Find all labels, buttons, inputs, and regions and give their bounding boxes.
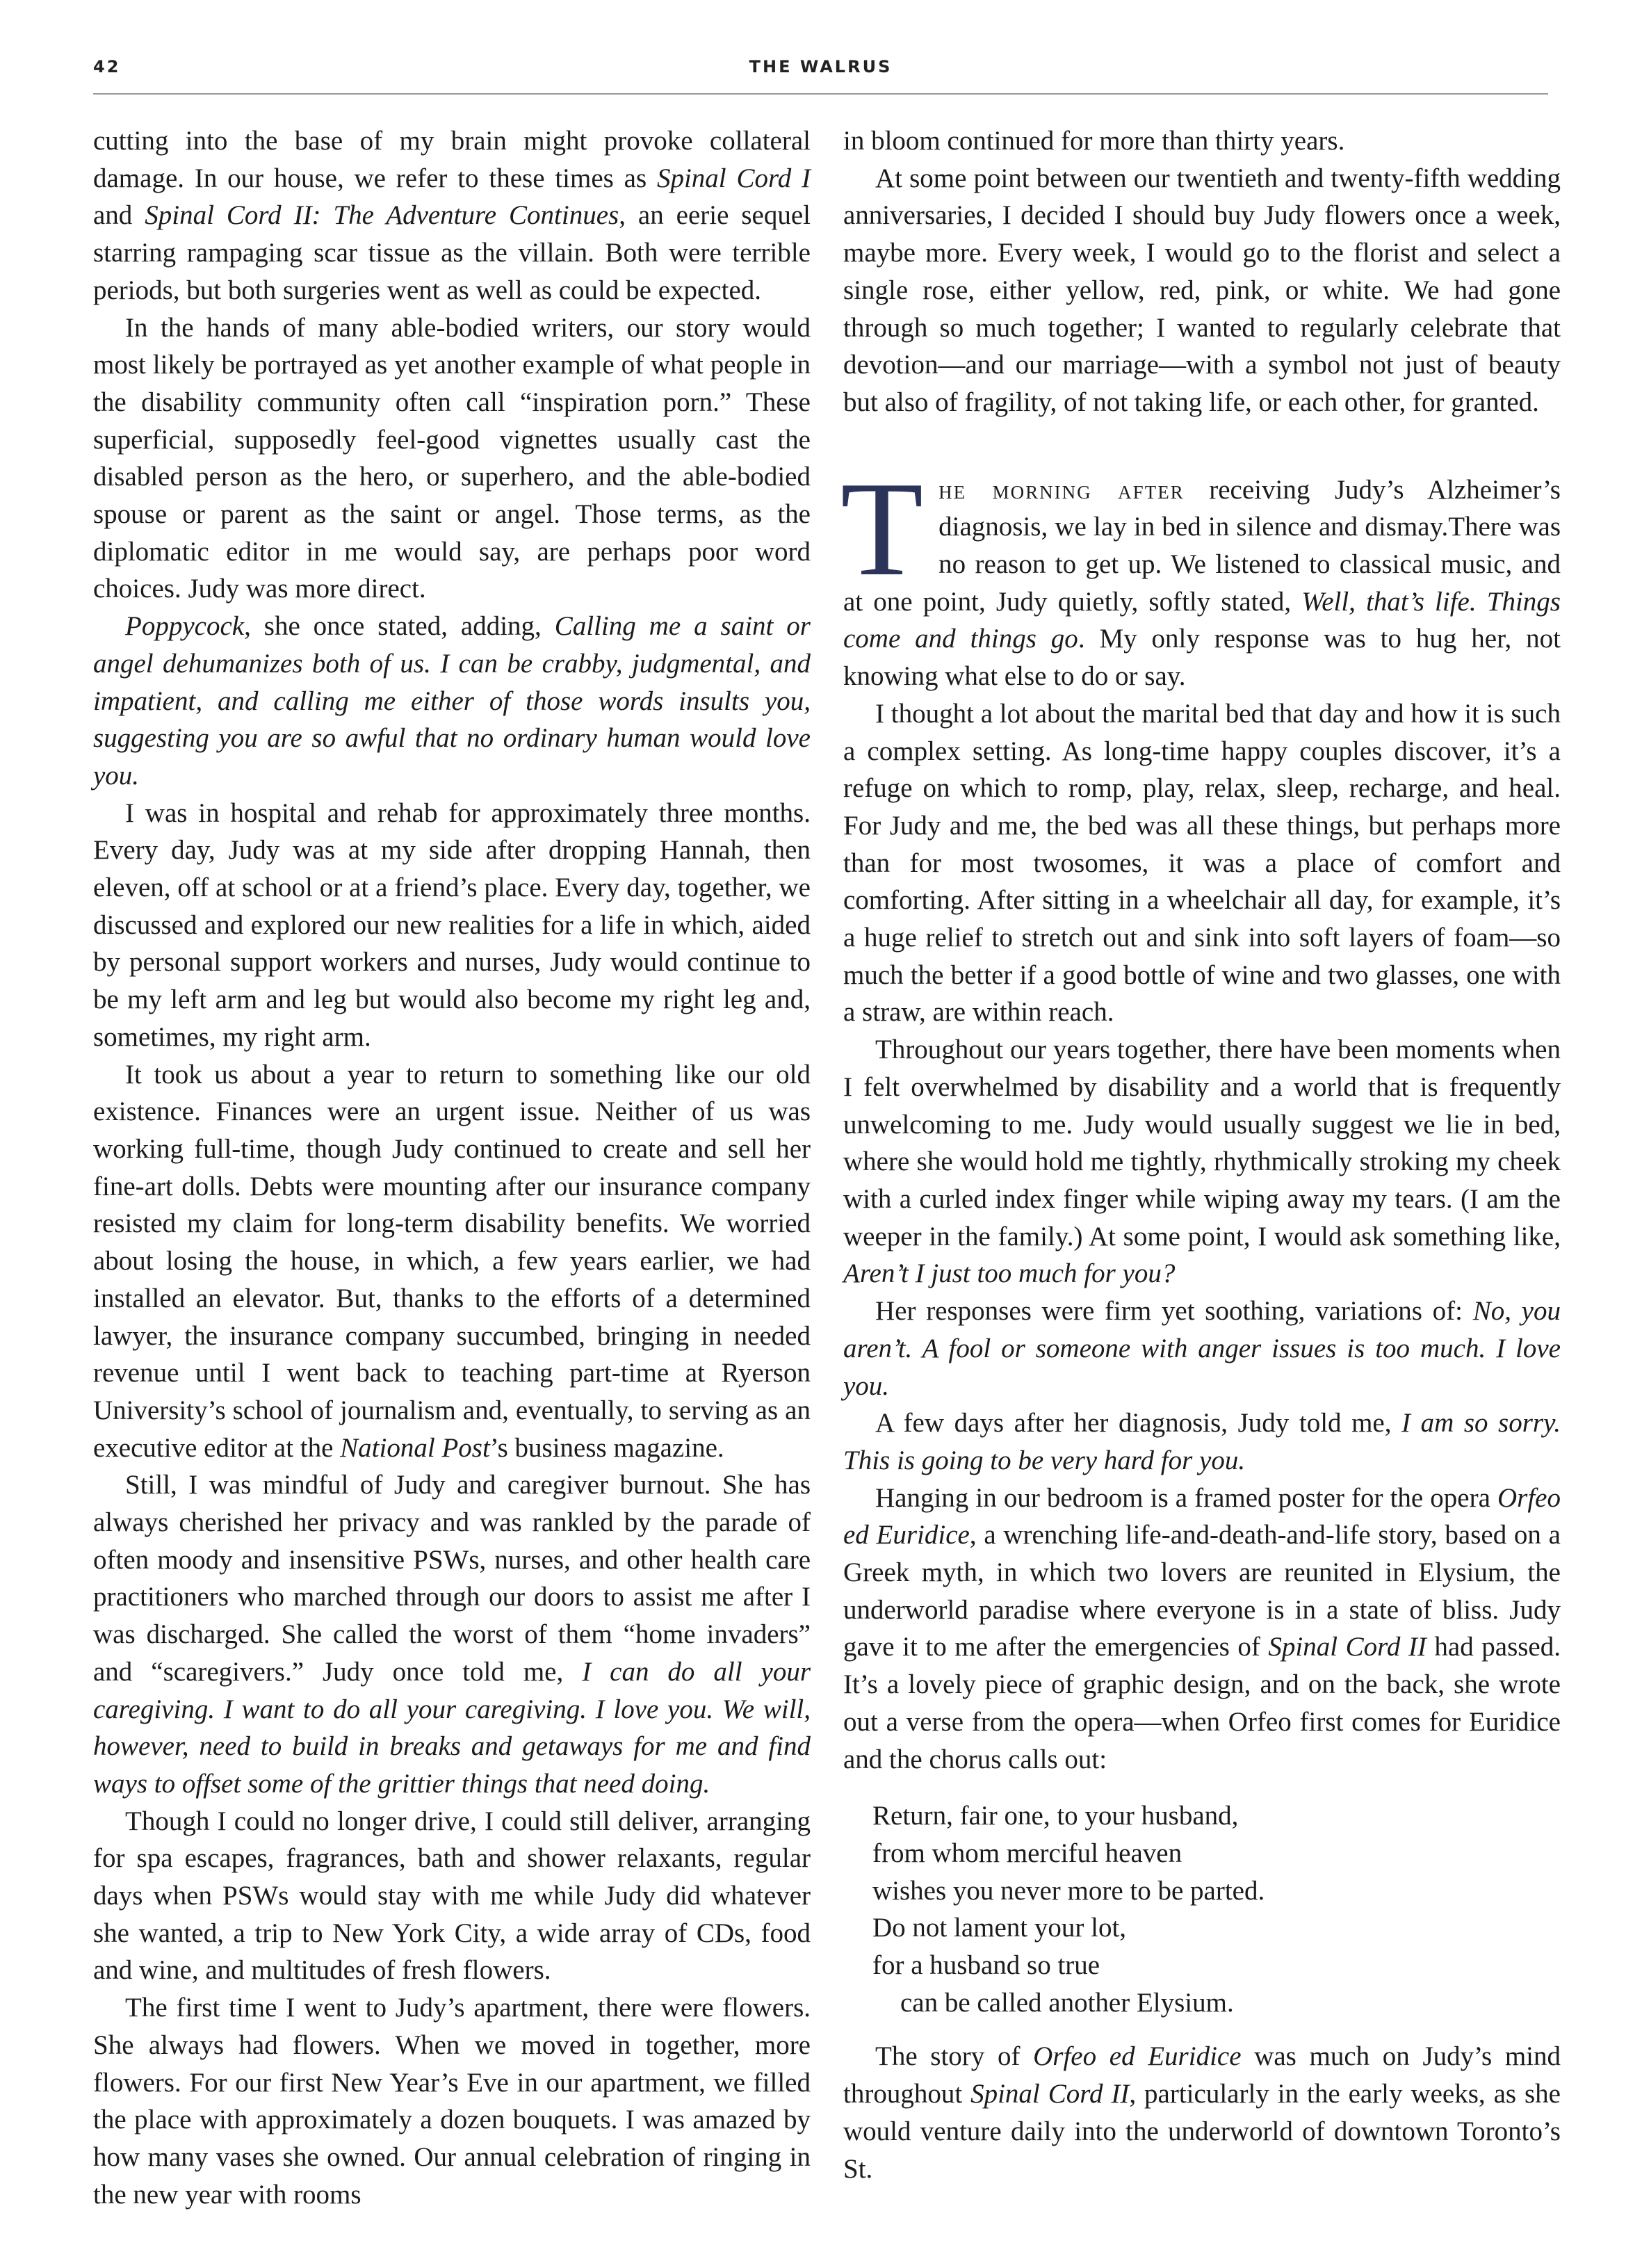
page-number: 42	[93, 57, 121, 76]
paragraph: Throughout our years together, there have been moments when I felt overwhelmed by disability and a world that is frequently unwelcoming to me. Judy would usually suggest we lie in bed, where she would hold me tightly, rhythmically stroking my cheek with a curled index finger while wiping away my tears. (I am the weeper in the family.) At some point, I would ask something like, Aren’t I just too much for you?	[843, 1035, 1561, 1289]
section-break	[840, 453, 1561, 695]
paragraph: Her responses were firm yet soothing, variations of: No, you aren’t. A fool or someone with anger issues is too much. I love you.	[843, 1296, 1561, 1401]
left-column	[93, 122, 811, 2213]
verse-line: Do not lament your lot,	[872, 1913, 1127, 1943]
paragraph: The morning after receiving Judy’s Alzheimer’s diagnosis, we lay in bed in silence and dismay.There was no reason to get up. We listened to classical music, and at one point, Judy quietly, softly stated, Well, that’s life. Things come and things go. My only response was to hug her, not knowing what else to do or say.	[840, 453, 1561, 692]
drop-cap: T	[840, 453, 924, 604]
paragraph: in bloom continued for more than thirty years.	[843, 126, 1345, 156]
paragraph: Though I could no longer drive, I could still deliver, arranging for spa escapes, fragrances, bath and shower relaxants, regular days when PSWs would stay with me while Judy did whatever she wanted, a trip to New York City, a wide array of CDs, food and wine, and multitudes of fresh flowers.	[93, 1806, 811, 1986]
paragraph: The first time I went to Judy’s apartment, there were flowers. She always had flowers. When we moved in together, more flowers. For our first New Year’s Eve in our apartment, we filled the place with approximately a dozen bouquets. I was amazed by how many vases she owned. Our annual celebration of ringing in the new year with rooms	[93, 1993, 811, 2210]
lead-in: he morning after	[938, 474, 1185, 505]
paragraph: It took us about a year to return to something like our old existence. Finances were an urgent issue. Neither of us was working full-time, though Judy continued to create and sell her fine-art dolls. Debts were mounting after our insurance company resisted my claim for long-term disability benefits. We worried about losing the house, in which, a few years earlier, we had installed an elevator. But, thanks to the efforts of a determined lawyer, the insurance company succumbed, bringing in needed revenue until I went back to teaching part-time at Ryerson University’s school of journalism and, eventually, to serving as an executive editor at the National Post’s business magazine.	[93, 1059, 811, 1463]
verse-line: for a husband so true	[872, 1950, 1100, 1981]
paragraph: I was in hospital and rehab for approximately three months. Every day, Judy was at my side after dropping Hannah, then eleven, off at school or at a friend’s place. Every day, together, we discussed and explored our new realities for a life in which, aided by personal support workers and nurses, Judy would continue to be my left arm and leg but would also become my right leg and, sometimes, my right arm.	[93, 797, 811, 1052]
magazine-title: THE WALRUS	[749, 57, 893, 76]
verse-line: wishes you never more to be parted.	[872, 1875, 1265, 1906]
paragraph: cutting into the base of my brain might provoke collateral damage. In our house, we refer to these times as Spinal Cord I and Spinal Cord II: The Adventure Continues, an eerie sequel starring rampaging scar tissue as the villain. Both were terrible periods, but both surgeries went as well as could be expected.	[93, 126, 811, 305]
paragraph: In the hands of many able-bodied writers, our story would most likely be portrayed as yet another example of what people in the disability community often call “inspiration porn.” These superficial, supposedly feel-good vignettes usually cast the disabled person as the hero, or superhero, and the able-bodied spouse or parent as the saint or angel. Those terms, as the diplomatic editor in me would say, are perhaps poor word choices. Judy was more direct.	[93, 312, 811, 604]
paragraph: A few days after her diagnosis, Judy told me, I am so sorry. This is going to be very hard for you.	[843, 1408, 1561, 1475]
paragraph: Poppycock, she once stated, adding, Calling me a saint or angel dehumanizes both of us. I can be crabby, judgmental, and impatient, and calling me either of those words insults you, suggesting you are so awful that no ordinary human would love you.	[93, 611, 811, 791]
verse-line: can be called another Elysium.	[900, 1987, 1234, 2018]
verse-line: Return, fair one, to your husband,	[872, 1801, 1239, 1831]
paragraph: Still, I was mindful of Judy and caregiver burnout. She has always cherished her privacy and was rankled by the parade of often moody and insensitive PSWs, nurses, and other health care practitioners who marched through our doors to assist me after I was discharged. She called the worst of them “home invaders” and “scaregivers.” Judy once told me, I can do all your caregiving. I want to do all your caregiving. I love you. We will, however, need to build in breaks and getaways for me and find ways to offset some of the grittier things that need doing.	[93, 1470, 811, 1799]
paragraph: I thought a lot about the marital bed that day and how it is such a complex setting. As long-time happy couples discover, it’s a refuge on which to romp, play, relax, sleep, recharge, and heal. For Judy and me, the bed was all these things, but perhaps more than for most twosomes, it was a place of comfort and comforting. After sitting in a wheelchair all day, for example, it’s a huge relief to stretch out and sink into soft layers of foam—so much the better if a good bottle of wine and two glasses, one with a straw, are within reach.	[843, 698, 1561, 1028]
right-column	[840, 122, 1561, 2187]
verse-quote	[872, 1797, 1561, 2021]
paragraph: The story of Orfeo ed Euridice was much on Judy’s mind throughout Spinal Cord II, particularly in the early weeks, as she would venture daily into the underworld of downtown Toronto’s St.	[843, 2041, 1561, 2184]
page-header	[93, 53, 1548, 95]
verse-line: from whom merciful heaven	[872, 1838, 1182, 1868]
paragraph: Hanging in our bedroom is a framed poster for the opera Orfeo ed Euridice, a wrenching life-and-death-and-life story, based on a Greek myth, in which two lovers are reunited in Elysium, the underworld paradise where everyone is in a state of bliss. Judy gave it to me after the emergencies of Spinal Cord II had passed. It’s a lovely piece of graphic design, and on the back, she wrote out a verse from the opera—when Orfeo first comes for Euridice and the chorus calls out:	[843, 1482, 1561, 1774]
paragraph: At some point between our twentieth and twenty-fifth wedding anniversaries, I decided I should buy Judy flowers once a week, maybe more. Every week, I would go to the florist and select a single rose, either yellow, red, pink, or white. We had gone through so much together; I wanted to regularly celebrate that devotion—and our marriage—with a symbol not just of beauty but also of fragility, of not taking life, or each other, for granted.	[843, 163, 1561, 417]
